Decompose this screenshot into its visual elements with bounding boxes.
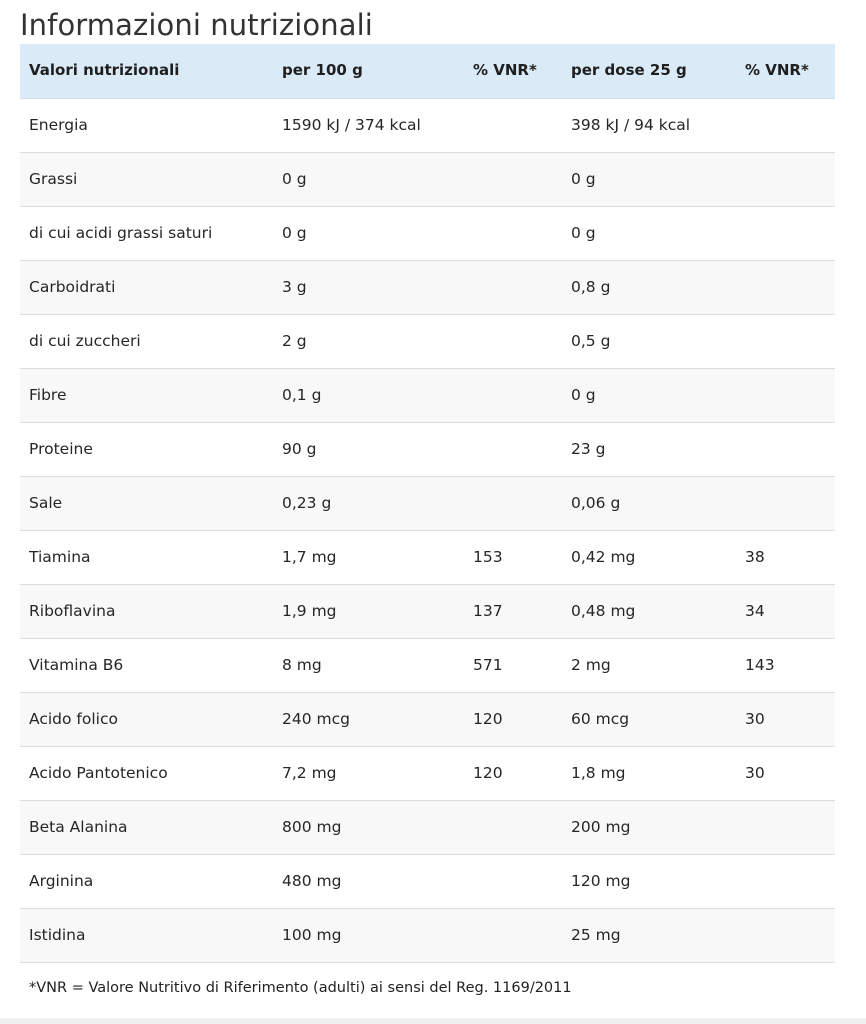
cell-vnr-100g: 153	[473, 548, 503, 566]
cell-vnr-100g	[464, 206, 562, 260]
cell-vnr-dose: 30	[745, 710, 765, 728]
cell-vnr-dose	[736, 260, 835, 314]
cell-per-dose: 25 mg	[571, 926, 621, 944]
page-title: Informazioni nutrizionali	[20, 8, 373, 42]
cell-per-100g: 100 mg	[282, 926, 342, 944]
cell-vnr-100g	[464, 854, 562, 908]
cell-vnr-100g: 120	[473, 710, 503, 728]
cell-vnr-100g: 137	[473, 602, 503, 620]
cell-vnr-100g	[464, 800, 562, 854]
cell-vnr-dose	[736, 368, 835, 422]
cell-vnr-dose	[736, 476, 835, 530]
cell-vnr-100g	[464, 368, 562, 422]
table-row	[20, 206, 835, 260]
header-vnr-100g: % VNR*	[473, 60, 537, 79]
vnr-footnote: *VNR = Valore Nutritivo di Riferimento (adulti) ai sensi del Reg. 1169/2011	[29, 979, 572, 996]
table-row	[20, 692, 835, 746]
table-row	[20, 746, 835, 800]
cell-per-dose: 0,06 g	[571, 494, 621, 512]
cell-vnr-100g	[464, 98, 562, 152]
bottom-band	[0, 1018, 866, 1024]
cell-nutrient: Arginina	[29, 872, 94, 890]
cell-vnr-dose: 30	[745, 764, 765, 782]
cell-per-dose: 0 g	[571, 170, 596, 188]
cell-per-100g: 8 mg	[282, 656, 322, 674]
cell-vnr-dose	[736, 422, 835, 476]
cell-vnr-dose: 143	[745, 656, 775, 674]
cell-nutrient: di cui acidi grassi saturi	[29, 224, 213, 242]
cell-per-dose: 0,8 g	[571, 278, 611, 296]
cell-nutrient: Acido folico	[29, 710, 118, 728]
cell-per-100g: 2 g	[282, 332, 307, 350]
table-row	[20, 368, 835, 422]
cell-vnr-100g	[464, 314, 562, 368]
table-row	[20, 854, 835, 908]
cell-per-100g: 240 mcg	[282, 710, 350, 728]
table-row	[20, 530, 835, 584]
cell-nutrient: Fibre	[29, 386, 67, 404]
nutrition-table	[20, 44, 835, 963]
cell-nutrient: Istidina	[29, 926, 86, 944]
header-vnr-dose: % VNR*	[745, 60, 809, 79]
cell-vnr-dose	[736, 854, 835, 908]
cell-vnr-100g	[464, 908, 562, 962]
cell-vnr-100g: 120	[473, 764, 503, 782]
cell-per-100g: 800 mg	[282, 818, 342, 836]
table-row	[20, 152, 835, 206]
cell-per-dose: 200 mg	[571, 818, 631, 836]
cell-nutrient: Grassi	[29, 170, 78, 188]
cell-nutrient: Vitamina B6	[29, 656, 124, 674]
cell-per-100g: 3 g	[282, 278, 307, 296]
table-header	[20, 44, 835, 98]
cell-nutrient: di cui zuccheri	[29, 332, 141, 350]
table-row	[20, 476, 835, 530]
table-row	[20, 98, 835, 152]
cell-per-dose: 60 mcg	[571, 710, 630, 728]
header-per-100g: per 100 g	[282, 60, 363, 79]
cell-per-100g: 480 mg	[282, 872, 342, 890]
cell-vnr-dose	[736, 908, 835, 962]
table-row	[20, 908, 835, 962]
cell-vnr-dose	[736, 800, 835, 854]
header-nutrient: Valori nutrizionali	[29, 60, 180, 79]
cell-vnr-100g	[464, 152, 562, 206]
cell-nutrient: Beta Alanina	[29, 818, 128, 836]
cell-per-100g: 1590 kJ / 374 kcal	[282, 116, 421, 134]
cell-vnr-dose	[736, 98, 835, 152]
cell-nutrient: Acido Pantotenico	[29, 764, 168, 782]
cell-per-100g: 0 g	[282, 224, 307, 242]
cell-vnr-dose: 34	[745, 602, 765, 620]
cell-vnr-100g	[464, 476, 562, 530]
cell-nutrient: Carboidrati	[29, 278, 116, 296]
cell-per-dose: 398 kJ / 94 kcal	[571, 116, 691, 134]
cell-per-dose: 0 g	[571, 224, 596, 242]
table-row	[20, 638, 835, 692]
cell-nutrient: Tiamina	[29, 548, 91, 566]
cell-per-100g: 0 g	[282, 170, 307, 188]
cell-per-100g: 0,1 g	[282, 386, 322, 404]
cell-per-100g: 1,7 mg	[282, 548, 337, 566]
cell-nutrient: Energia	[29, 116, 88, 134]
cell-vnr-dose: 38	[745, 548, 765, 566]
cell-vnr-dose	[736, 206, 835, 260]
cell-vnr-100g	[464, 422, 562, 476]
table-body	[20, 98, 835, 962]
cell-per-dose: 1,8 mg	[571, 764, 626, 782]
table-row	[20, 584, 835, 638]
cell-per-dose: 120 mg	[571, 872, 631, 890]
table-row	[20, 800, 835, 854]
cell-per-dose: 23 g	[571, 440, 606, 458]
cell-nutrient: Proteine	[29, 440, 93, 458]
cell-vnr-dose	[736, 152, 835, 206]
table-row	[20, 260, 835, 314]
cell-per-dose: 0,5 g	[571, 332, 611, 350]
header-row	[20, 44, 835, 98]
cell-per-dose: 0,42 mg	[571, 548, 636, 566]
cell-per-dose: 2 mg	[571, 656, 611, 674]
cell-nutrient: Sale	[29, 494, 63, 512]
cell-per-dose: 0,48 mg	[571, 602, 636, 620]
cell-per-100g: 90 g	[282, 440, 317, 458]
header-per-dose: per dose 25 g	[571, 60, 687, 79]
cell-per-100g: 7,2 mg	[282, 764, 337, 782]
cell-per-100g: 0,23 g	[282, 494, 332, 512]
cell-vnr-100g: 571	[473, 656, 503, 674]
cell-per-100g: 1,9 mg	[282, 602, 337, 620]
cell-nutrient: Riboflavina	[29, 602, 116, 620]
table-row	[20, 422, 835, 476]
table-row	[20, 314, 835, 368]
cell-vnr-100g	[464, 260, 562, 314]
cell-per-dose: 0 g	[571, 386, 596, 404]
cell-vnr-dose	[736, 314, 835, 368]
